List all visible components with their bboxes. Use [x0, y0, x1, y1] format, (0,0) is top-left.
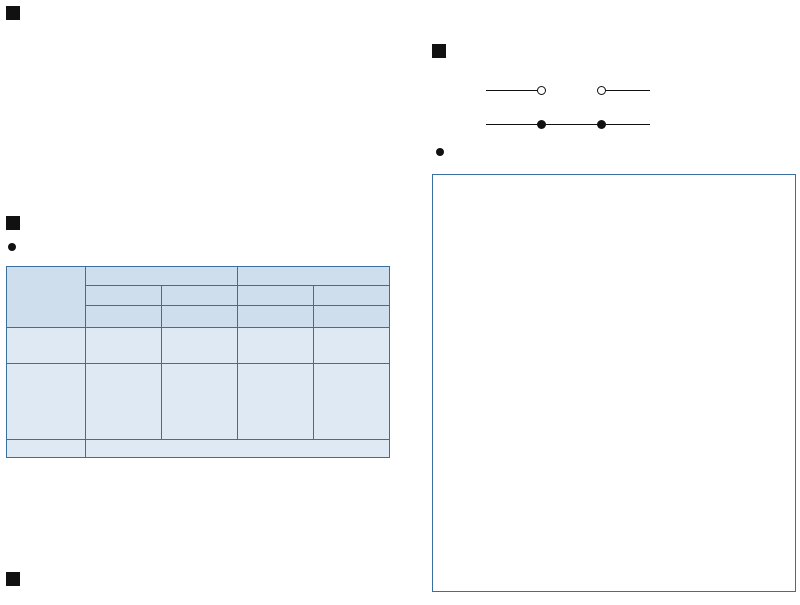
features-heading [6, 6, 26, 20]
action-heading [6, 572, 26, 586]
closed-contact-icon [597, 120, 606, 129]
characteristics-table [432, 174, 796, 592]
rated-heading [8, 243, 24, 251]
open-contact-icon [537, 86, 546, 95]
closed-contact-icon [537, 120, 546, 129]
chars-heading [436, 148, 452, 156]
open-contact-icon [597, 86, 606, 95]
square-bullet-icon [6, 6, 20, 20]
rated-value-table [6, 266, 390, 458]
square-bullet-icon [432, 44, 446, 58]
square-bullet-icon [6, 572, 20, 586]
square-bullet-icon [6, 216, 20, 230]
spec-heading [6, 216, 26, 230]
bullet-icon [8, 243, 16, 251]
contact-heading [432, 44, 452, 58]
bullet-icon [436, 148, 444, 156]
